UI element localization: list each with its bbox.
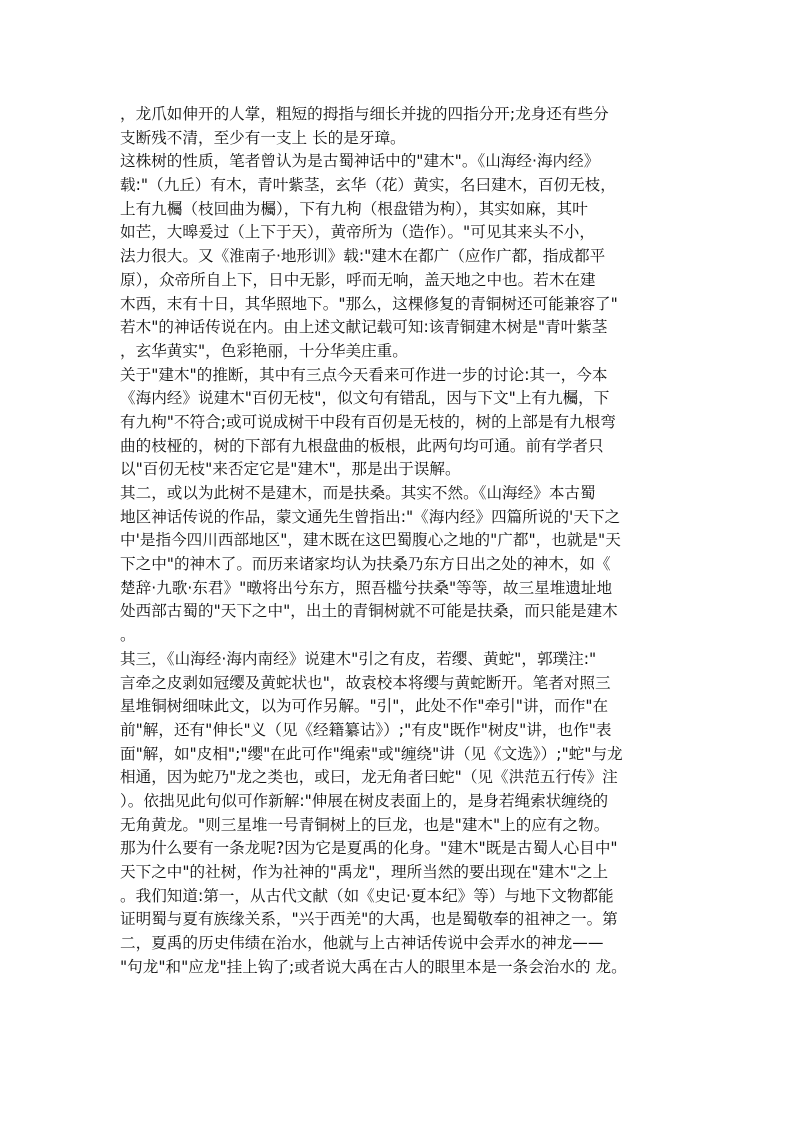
text-line: 相通，因为蛇乃"龙之类也，或曰，龙无角者曰蛇"（见《洪范五行传》注	[120, 768, 618, 787]
text-line: 星堆铜树细味此文，以为可作另解。"引"，此处不作"牵引"讲，而作"在	[120, 697, 609, 716]
text-line: 那为什么要有一条龙呢?因为它是夏禹的化身。"建木"既是古蜀人心目中"	[120, 839, 618, 858]
text-line: 有九枸"不符合;或可说成树干中段有百仞是无枝的，树的上部是有九根弯	[120, 412, 616, 431]
text-line: 言牵之皮剥如冠缨及黄蛇状也"，故袁校本将缨与黄蛇断开。笔者对照三	[120, 673, 611, 692]
text-line: 木西，末有十日，其华照地下。"那么，这棵修复的青铜树还可能兼容了"	[120, 294, 618, 313]
text-line: 。	[120, 626, 136, 645]
text-line: 关于"建木"的推断，其中有三点今天看来可作进一步的讨论:其一，今本	[120, 365, 608, 384]
text-line: "句龙"和"应龙"挂上钩了;或者说大禹在古人的眼里本是一条会治水的 龙。	[120, 957, 627, 976]
text-line: 地区神话传说的作品，蒙文通先生曾指出:"《海内经》四篇所说的'天下之	[120, 507, 621, 526]
text-line: 这株树的性质，笔者曾认为是古蜀神话中的"建木"。《山海经·海内经》	[120, 152, 600, 171]
text-line: 如芒，大暤爰过（上下于天），黄帝所为（造作）。"可见其来头不小，	[120, 223, 595, 242]
text-line: 法力很大。又《淮南子·地形训》载:"建木在都广（应作广都，指成都平	[120, 247, 606, 266]
text-line: 以"百仞无枝"来否定它是"建木"，那是出于误解。	[120, 460, 461, 479]
text-line: 其三，《山海经·海内南经》说建木"引之有皮，若缨、黄蛇"，郭璞注:"	[120, 649, 597, 668]
text-line: 二，夏禹的历史伟绩在治水，他就与上古神话传说中会弄水的神龙——	[120, 934, 604, 953]
text-line: 原），众帝所自上下，日中无影，呼而无响，盖天地之中也。若木在建	[120, 270, 596, 289]
text-line: ，玄华黄实"，色彩艳丽，十分华美庄重。	[120, 341, 408, 360]
text-line: 。我们知道:第一，从古代文献（如《史记·夏本纪》等）与地下文物都能	[120, 886, 614, 905]
text-line: 曲的枝桠的，树的下部有九根盘曲的板根，此两句均可通。前有学者只	[120, 436, 604, 455]
text-line: 天下之中"的社树，作为社神的"禹龙"，理所当然的要出现在"建木"之上	[120, 863, 609, 881]
text-line: ，龙爪如伸开的人掌，粗短的拇指与细长并拢的四指分开;龙身还有些分	[120, 105, 609, 123]
text-line: 《海内经》说建木"百仞无枝"，似文句有错乱，因与下文"上有九欘，下	[120, 389, 610, 408]
text-line: 无角黄龙。"则三星堆一号青铜树上的巨龙，也是"建木"上的应有之物。	[120, 815, 610, 834]
text-line: 下之中"的神木了。而历来诸家均认为扶桑乃东方日出之处的神木，如《	[120, 555, 611, 574]
text-line: ）。依拙见此句似可作新解:"伸展在树皮表面上的，是身若绳索状缠绕的	[120, 791, 609, 810]
text-line: 上有九欘（枝回曲为欘），下有九枸（根盘错为枸），其实如麻，其叶	[120, 199, 588, 218]
text-line: 其二，或以为此树不是建木，而是扶桑。其实不然。《山海经》本古蜀	[120, 484, 596, 502]
text-line: 支断残不清，至少有一支上 长的是牙璋。	[120, 128, 406, 147]
text-line: 中'是指今四川西部地区"，建木既在这巴蜀腹心之地的"广都"，也就是"天	[120, 531, 621, 550]
text-line: 证明蜀与夏有族缘关系，"兴于西羌"的大禹，也是蜀敬奉的祖神之一。第	[120, 910, 618, 929]
text-line: 处西部古蜀的"天下之中"，出土的青铜树就不可能是扶桑，而只能是建木	[120, 602, 618, 621]
text-line: 若木"的神话传说在内。由上述文献记载可知:该青铜建木树是"青叶紫茎	[120, 318, 608, 337]
text-line: 面"解，如"皮相";"缨"在此可作"绳索"或"缠绕"讲（见《文选》）;"蛇"与龙	[120, 744, 623, 763]
text-line: 载:"（九丘）有木，青叶紫茎，玄华（花）黄实，名曰建木，百仞无枝，	[120, 176, 616, 195]
text-line: 楚辞·九歌·东君》"暾将出兮东方，照吾槛兮扶桑"等等，故三星堆遗址地	[120, 578, 613, 597]
text-line: 前"解，还有"伸长"义（见《经籍纂诂》）;"有皮"既作"树皮"讲，也作"表	[120, 720, 612, 739]
document-body	[120, 103, 680, 979]
